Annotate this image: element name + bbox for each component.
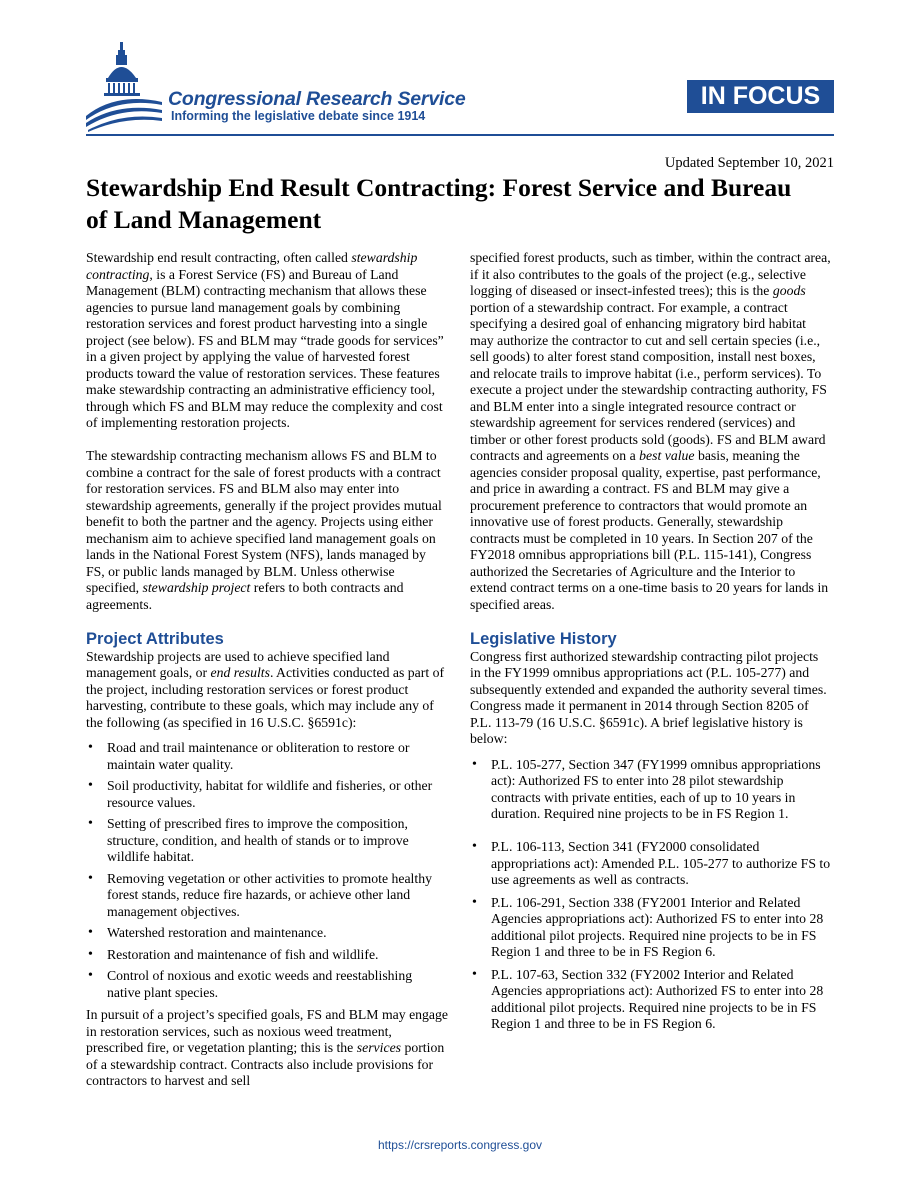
list-item: • Removing vegetation or other activities to promote healthy forest stands, reduce fire hazards, or achieve other land management objectives. bbox=[86, 871, 448, 921]
right-column bbox=[470, 250, 832, 1049]
list-item: • P.L. 105-277, Section 347 (FY1999 omnibus appropriations act): Authorized FS to enter into 28 pilot stewardship contracts with private entities, each of up to 10 years in duration. Required nine projects to be in FS Region 1. bbox=[470, 757, 832, 823]
goals-list bbox=[86, 740, 448, 1001]
page-title: Stewardship End Result Contracting: Forest Service and Bureau of Land Management bbox=[86, 173, 792, 234]
org-name: Congressional Research Service bbox=[168, 88, 466, 110]
left-column bbox=[86, 250, 448, 1090]
attributes-paragraph: Stewardship projects are used to achieve specified land management goals, or end results. Activities conducted as part of the project, including restoration services or forest product harvesting, contribute to these goals, which may include any of the following (as specified in 16 U.S.C. §6591c): bbox=[86, 648, 445, 730]
org-tagline: Informing the legislative debate since 1914 bbox=[171, 109, 426, 123]
section-heading-project-attributes: Project Attributes bbox=[86, 629, 224, 648]
list-item: • P.L. 107-63, Section 332 (FY2002 Interior and Related Agencies appropriations act): Authorized FS to enter into 28 additional pilot projects. Required nine projects to be in FS Region 1 and three to be in FS Region 6. bbox=[470, 967, 832, 1033]
footer-url-link[interactable]: https://crsreports.congress.gov bbox=[377, 1138, 543, 1152]
mechanism-paragraph: The stewardship contracting mechanism allows FS and BLM to combine a contract for the sale of forest products with a contract for restoration services. FS and BLM also may enter into stewardship agreements, generally if the project provides mutual benefit to both the partner and the agency. Projects using either mechanism aim to achieve specified land management goals on lands in the National Forest System (NFS), lands managed by FS, or public lands managed by BLM. Unless otherwise specified, stewardship project refers to both contracts and agreements. bbox=[86, 448, 442, 612]
services-paragraph: In pursuit of a project’s specified goals, FS and BLM may engage in restoration services, such as noxious weed treatment, prescribed fire, or vegetation planting; this is the services portion of a stewardship contract. Contracts also include provisions for contractors to harvest and sell bbox=[86, 1007, 449, 1088]
list-item: • Soil productivity, habitat for wildlife and fisheries, or other resource values. bbox=[86, 778, 448, 811]
list-item: • Setting of prescribed fires to improve the composition, structure, condition, and health of stands or to improve wildlife habitat. bbox=[86, 816, 448, 866]
crs-capitol-logo bbox=[86, 42, 162, 132]
list-item: • P.L. 106-113, Section 341 (FY2000 consolidated appropriations act): Amended P.L. 105-277 to authorize FS to use agreements as well as contracts. bbox=[470, 839, 832, 889]
list-item: • Watershed restoration and maintenance. bbox=[86, 925, 448, 942]
goods-paragraph: specified forest products, such as timber, within the contract area, if it also contributes to the goals of the project (e.g., selective logging of diseased or insect-infested trees); this is the goods portion of a stewardship contract. For example, a contract specifying a desired goal of enhancing migratory bird habitat may authorize the contractor to cut and sell certain species (i.e., sell goods) to alter forest stand composition, install nest boxes, and relocate trails to improve habitat (i.e., perform services). To execute a project under the stewardship contracting authority, FS and BLM enter into a single integrated resource contract or stewardship agreement for services rendered (services) and timber or other forest products sold (goods). FS and BLM award contracts and agreements on a best value basis, meaning the agencies consider proposal quality, expertise, past performance, and price in awarding a contract. FS and BLM may give a procurement preference to contractors that would promote an innovative use of forest products. Generally, stewardship contracts must be completed in 10 years. In Section 207 of the FY2018 omnibus appropriations bill (P.L. 115-141), Congress authorized the Secretaries of Agriculture and the Interior to extend contract terms on a one-time basis to 20 years for lands in specified areas. bbox=[470, 250, 831, 612]
intro-paragraph: Stewardship end result contracting, often called stewardship contracting, is a Forest Service (FS) and Bureau of Land Management (BLM) contracting mechanism that allows these agencies to pursue land management goals by combining restoration services and forest product harvesting into a single project (see below). FS and BLM may “trade goods for services” in a given project by applying the value of harvested forest products toward the value of restoration services. These features make stewardship contracting an administrative efficiency tool, through which FS and BLM may reduce the complexity and cost of implementing restoration projects. bbox=[86, 250, 444, 430]
list-item: • P.L. 106-291, Section 338 (FY2001 Interior and Related Agencies appropriations act): Authorized FS to enter into 28 additional pilot projects. Required nine projects to be in FS Region 1 and three to be in FS Region 6. bbox=[470, 895, 832, 961]
history-list bbox=[470, 757, 832, 1033]
in-focus-badge: IN FOCUS bbox=[687, 80, 834, 113]
updated-date: Updated September 10, 2021 bbox=[664, 155, 834, 171]
list-item: • Road and trail maintenance or obliteration to restore or maintain water quality. bbox=[86, 740, 448, 773]
list-item: • Control of noxious and exotic weeds and reestablishing native plant species. bbox=[86, 968, 448, 1001]
section-heading-legislative-history: Legislative History bbox=[470, 629, 617, 648]
header-divider bbox=[86, 134, 834, 136]
list-item: • Restoration and maintenance of fish and wildlife. bbox=[86, 947, 448, 964]
history-paragraph: Congress first authorized stewardship contracting pilot projects in the FY1999 omnibus appropriations act (P.L. 105-277) and subsequently extended and expanded the authority several times. Congress made it permanent in 2014 through Section 8205 of P.L. 113-79 (16 U.S.C. §6591c). A brief legislative history is below: bbox=[470, 648, 827, 746]
